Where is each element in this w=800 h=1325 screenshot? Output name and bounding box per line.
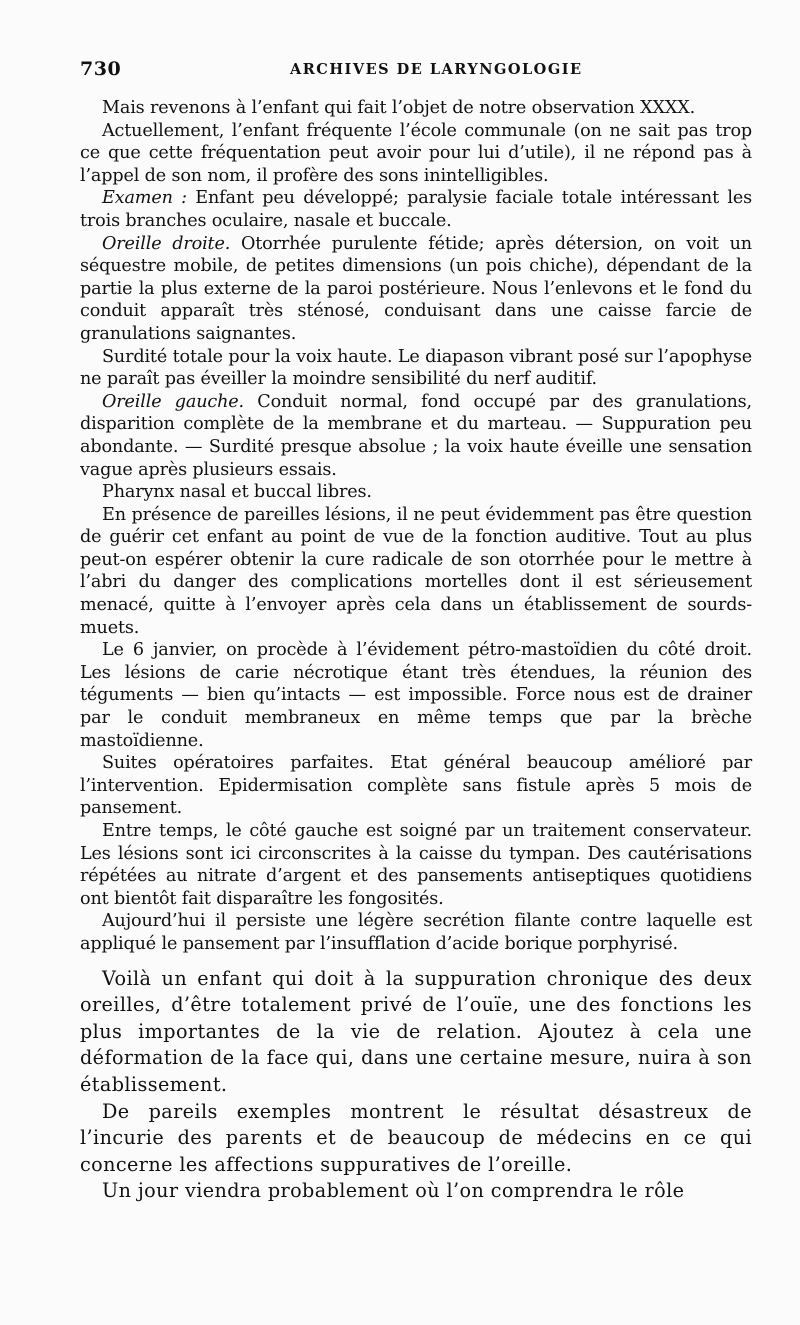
body-text	[80, 97, 752, 1205]
page-number: 730	[80, 58, 122, 80]
paragraph: Surdité totale pour la voix haute. Le diapason vibrant posé sur l’apophyse ne paraît pas éveiller la moindre sensibilité du nerf auditif.	[80, 346, 752, 390]
running-title: ARCHIVES DE LARYNGOLOGIE	[290, 61, 583, 78]
paragraph: Suites opératoires parfaites. Etat général beaucoup amélioré par l’intervention. Epidermisation complète sans fistule après 5 mois de pansement.	[80, 753, 752, 819]
paragraph-lead: Oreille droite.	[102, 233, 231, 254]
paragraph: Actuellement, l’enfant fréquente l’école communale (on ne sait pas trop ce que cette fréquentation peut avoir pour lui d’utile), il ne répond pas à l’appel de son nom, il profère des sons inintelligibles.	[80, 120, 752, 186]
paragraph-lead: Oreille gauche.	[102, 391, 244, 412]
paragraph-oreille-gauche: Oreille gauche. Conduit normal, fond occupé par des granulations, disparition complète de la membrane et du marteau. — Suppuration peu abondante. — Surdité presque absolue ; la voix haute éveille une sensation vague après plusieurs essais.	[80, 391, 752, 480]
page-header	[80, 58, 760, 86]
paragraph-oreille-droite: Oreille droite. Otorrhée purulente fétide; après détersion, on voit un séquestre mobile, de petites dimensions (un pois chiche), dépendant de la partie la plus externe de la paroi postérieure. Nous l’enlevons et le fond du conduit apparaît très sténosé, conduisant dans une caisse farcie de granulations saignantes.	[80, 233, 752, 344]
paragraph: En présence de pareilles lésions, il ne peut évidemment pas être question de guérir cet enfant au point de vue de la fonction auditive. Tout au plus peut-on espérer obtenir la cure radicale de son otorrhée pour le mettre à l’abri du danger des complications mortelles dont il est sérieusement menacé, quitte à l’envoyer après cela dans un établissement de sourds-muets.	[80, 504, 752, 638]
conclusion-paragraph: Un jour viendra probablement où l’on comprendra le rôle	[102, 1179, 685, 1203]
paragraph-examen: Examen : Enfant peu développé; paralysie faciale totale intéressant les trois branches oculaire, nasale et buccale.	[80, 188, 752, 231]
paragraph: Aujourd’hui il persiste une légère secrétion filante contre laquelle est appliqué le pansement par l’insufflation d’acide borique porphyrisé.	[80, 911, 752, 954]
paragraph: Entre temps, le côté gauche est soigné par un traitement conservateur. Les lésions sont ici circonscrites à la caisse du tympan. Des cautérisations répétées au nitrate d’argent et des pansements antiseptiques quotidiens ont bientôt fait disparaître les fongosités.	[80, 821, 752, 909]
paragraph: Mais revenons à l’enfant qui fait l’objet de notre observation XXXX.	[102, 98, 696, 118]
conclusion-paragraph: Voilà un enfant qui doit à la suppuration chronique des deux oreilles, d’être totalement privé de l’ouïe, une des fonctions les plus importantes de la vie de relation. Ajoutez à cela une déformation de la face qui, dans une certaine mesure, nuira à son établissement.	[80, 966, 752, 1096]
paragraph: Le 6 janvier, on procède à l’évidement pétro-mastoïdien du côté droit. Les lésions de carie nécrotique étant très étendues, la réunion des téguments — bien qu’intacts — est impossible. Force nous est de drainer par le conduit membraneux en même temps que par la brèche mastoïdienne.	[80, 640, 752, 751]
paragraph: Pharynx nasal et buccal libres.	[102, 482, 372, 503]
conclusion-paragraph: De pareils exemples montrent le résultat désastreux de l’incurie des parents et de beaucoup de médecins en ce qui concerne les affections suppuratives de l’oreille.	[80, 1099, 752, 1176]
paragraph-lead: Examen :	[102, 188, 187, 209]
